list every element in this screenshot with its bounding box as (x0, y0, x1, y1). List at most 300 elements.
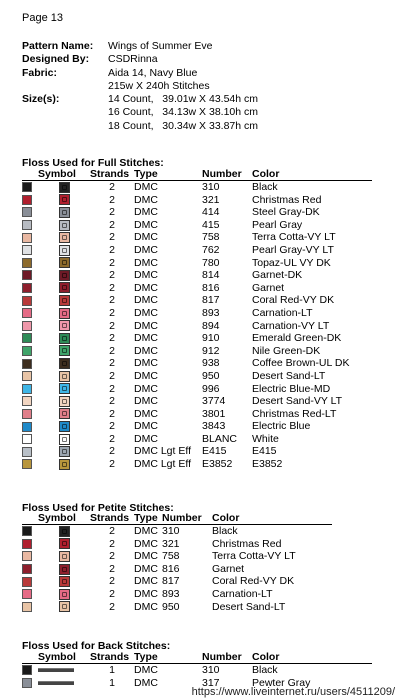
table-row (22, 575, 332, 588)
column-header: Number (202, 651, 242, 663)
petite-stitches-table (22, 513, 332, 613)
color-swatch (22, 207, 32, 217)
color-cell: Emerald Green-DK (252, 332, 342, 345)
table-row (22, 244, 372, 257)
color-swatch (22, 359, 32, 369)
strands-cell: 2 (109, 231, 115, 244)
swatch-cell (22, 601, 38, 614)
swatch-cell (22, 664, 38, 677)
swatch-cell (22, 588, 38, 601)
type-cell: DMC (134, 537, 158, 550)
pattern-info-value: 14 Count, 39.01w X 43.54h cm (108, 93, 259, 106)
color-swatch (22, 270, 32, 280)
type-cell: DMC (134, 357, 158, 370)
swatch-cell (22, 269, 38, 282)
pattern-info-label (22, 120, 108, 133)
swatch-cell (22, 307, 38, 320)
number-cell: 893 (162, 587, 180, 600)
symbol-cell (38, 601, 90, 614)
color-cell: Christmas Red (252, 193, 322, 206)
column-header: Strands (90, 512, 130, 524)
color-cell: Garnet-DK (252, 269, 303, 282)
strands-cell: 2 (109, 344, 115, 357)
number-cell: 310 (162, 525, 180, 537)
pattern-info-value: CSDRinna (108, 53, 158, 66)
color-swatch (22, 283, 32, 293)
stitch-symbol-icon (59, 383, 70, 394)
pattern-info-row (22, 40, 258, 53)
swatch-cell (22, 408, 38, 421)
strands-cell: 2 (109, 206, 115, 219)
stitch-symbol-icon (59, 396, 70, 407)
page-number: Page 13 (22, 12, 63, 24)
color-cell: Steel Gray-DK (252, 206, 320, 219)
swatch-cell (22, 231, 38, 244)
symbol-cell (38, 538, 90, 551)
type-cell: DMC (134, 193, 158, 206)
color-cell: Carnation-VY LT (252, 319, 330, 332)
pattern-info-value: Wings of Summer Eve (108, 40, 213, 52)
color-cell: Pearl Gray (252, 218, 303, 231)
strands-cell: 2 (109, 269, 115, 282)
type-cell: DMC (134, 600, 158, 613)
symbol-cell (38, 677, 90, 690)
stitch-symbol-icon (59, 295, 70, 306)
color-cell: Desert Sand-VY LT (252, 395, 343, 408)
strands-cell: 2 (109, 319, 115, 332)
number-cell: 816 (202, 281, 220, 294)
number-cell: 894 (202, 319, 220, 332)
stitch-symbol-icon (59, 270, 70, 281)
strands-cell: 2 (109, 432, 115, 445)
symbol-cell (38, 294, 90, 307)
color-swatch (22, 539, 32, 549)
strands-cell: 2 (109, 294, 115, 307)
symbol-cell (38, 445, 90, 458)
symbol-cell (38, 206, 90, 219)
swatch-cell (22, 575, 38, 588)
table-row (22, 395, 372, 408)
back-stitches-table (22, 652, 372, 689)
header-swatch-col (22, 169, 38, 181)
color-swatch (22, 434, 32, 444)
table-header-row (22, 169, 372, 181)
pattern-info-label: Designed By: (22, 53, 90, 66)
strands-cell: 2 (109, 537, 115, 550)
color-swatch (22, 308, 32, 318)
table-header-row (22, 652, 372, 664)
strands-cell: 2 (109, 193, 115, 206)
color-swatch (22, 447, 32, 457)
pattern-info-row (22, 53, 258, 66)
type-cell: DMC (134, 332, 158, 345)
table-row (22, 445, 372, 458)
strands-cell: 2 (109, 281, 115, 294)
strands-cell: 2 (109, 407, 115, 420)
swatch-cell (22, 257, 38, 270)
pattern-info-value: 215w X 240h Stitches (108, 79, 210, 92)
type-cell: DMC (134, 676, 158, 689)
table-row (22, 194, 372, 207)
number-cell: 758 (162, 550, 180, 563)
number-cell: 780 (202, 256, 220, 269)
number-cell: E3852 (202, 458, 233, 471)
number-cell: BLANC (202, 432, 238, 445)
color-cell: Desert Sand-LT (212, 600, 286, 613)
pattern-info-label: Size(s): (22, 93, 60, 106)
type-cell: DMC (134, 269, 158, 282)
symbol-cell (38, 181, 90, 194)
color-cell: Coral Red-VY DK (212, 575, 295, 588)
type-cell: DMC (134, 218, 158, 231)
column-header: Symbol (38, 651, 76, 663)
type-cell: DMC (134, 575, 158, 588)
stitch-symbol-icon (59, 459, 70, 470)
table-row (22, 458, 372, 471)
type-cell: DMC (134, 319, 158, 332)
type-cell: DMC (134, 306, 158, 319)
color-swatch (22, 258, 32, 268)
pattern-info-label: Pattern Name: (22, 40, 94, 52)
number-cell: 938 (202, 357, 220, 370)
number-cell: 415 (202, 218, 220, 231)
type-cell: DMC (134, 294, 158, 307)
stitch-symbol-icon (59, 320, 70, 331)
color-cell: E415 (252, 445, 277, 458)
column-header: Color (252, 651, 280, 663)
number-cell: 996 (202, 382, 220, 395)
swatch-cell (22, 332, 38, 345)
type-cell: DMC Lgt Eff (134, 445, 191, 458)
table-row (22, 664, 372, 677)
number-cell: 814 (202, 269, 220, 282)
symbol-cell (38, 269, 90, 282)
color-swatch (22, 409, 32, 419)
stitch-symbol-icon (59, 308, 70, 319)
symbol-cell (38, 383, 90, 396)
column-header: Type (134, 651, 158, 663)
color-cell: Christmas Red (212, 537, 282, 550)
swatch-cell (22, 357, 38, 370)
swatch-cell (22, 370, 38, 383)
color-cell: Christmas Red-LT (252, 407, 337, 420)
number-cell: 317 (202, 676, 220, 689)
type-cell: DMC (134, 432, 158, 445)
column-header: Type (134, 168, 158, 180)
pattern-info-label (22, 80, 108, 93)
pattern-info-row (22, 120, 258, 133)
symbol-cell (38, 395, 90, 408)
type-cell: DMC Lgt Eff (134, 458, 191, 471)
swatch-cell (22, 538, 38, 551)
color-swatch (22, 396, 32, 406)
column-header: Color (252, 168, 280, 180)
stitch-symbol-icon (59, 358, 70, 369)
swatch-cell (22, 282, 38, 295)
strands-cell: 1 (109, 664, 115, 676)
table-row (22, 420, 372, 433)
strands-cell: 2 (109, 445, 115, 458)
strands-cell: 2 (109, 525, 115, 537)
symbol-cell (38, 588, 90, 601)
symbol-cell (38, 320, 90, 333)
number-cell: 321 (202, 193, 220, 206)
strands-cell: 2 (109, 218, 115, 231)
symbol-cell (38, 664, 90, 677)
strands-cell: 2 (109, 369, 115, 382)
color-swatch (22, 384, 32, 394)
column-header: Strands (90, 168, 130, 180)
strands-cell: 2 (109, 243, 115, 256)
pattern-info-value: 18 Count, 30.34w X 33.87h cm (108, 119, 259, 132)
type-cell: DMC (134, 231, 158, 244)
symbol-cell (38, 575, 90, 588)
number-cell: 321 (162, 537, 180, 550)
table-row (22, 257, 372, 270)
color-swatch (22, 665, 32, 675)
table-row (22, 588, 332, 601)
symbol-cell (38, 370, 90, 383)
pattern-info-value: Aida 14, Navy Blue (108, 66, 198, 79)
symbol-cell (38, 257, 90, 270)
stitch-symbol-icon (59, 434, 70, 445)
type-cell: DMC (134, 243, 158, 256)
symbol-cell (38, 307, 90, 320)
color-cell: Carnation-LT (252, 306, 313, 319)
table-row (22, 383, 372, 396)
table-header-row (22, 513, 332, 525)
symbol-cell (38, 357, 90, 370)
color-swatch (22, 459, 32, 469)
color-swatch (22, 551, 32, 561)
color-swatch (22, 333, 32, 343)
swatch-cell (22, 525, 38, 538)
stitch-symbol-icon (59, 282, 70, 293)
pattern-info-row (22, 67, 258, 80)
table-row (22, 294, 372, 307)
color-swatch (22, 195, 32, 205)
symbol-cell (38, 550, 90, 563)
stitch-symbol-icon (59, 551, 70, 562)
column-header: Number (202, 168, 242, 180)
column-header: Type (134, 512, 158, 524)
color-swatch (22, 602, 32, 612)
swatch-cell (22, 320, 38, 333)
table-row (22, 269, 372, 282)
back-stitches-title: Floss Used for Back Stitches: (22, 640, 171, 652)
color-cell: Garnet (252, 281, 285, 294)
type-cell: DMC (134, 664, 158, 676)
color-cell: Terra Cotta-VY LT (212, 550, 296, 563)
color-swatch (22, 526, 32, 536)
stitch-symbol-icon (59, 345, 70, 356)
color-swatch (22, 296, 32, 306)
swatch-cell (22, 194, 38, 207)
type-cell: DMC (134, 181, 158, 193)
table-row (22, 181, 372, 194)
strands-cell: 2 (109, 575, 115, 588)
number-cell: 950 (162, 600, 180, 613)
table-row (22, 370, 372, 383)
number-cell: 3774 (202, 395, 226, 408)
header-swatch-col (22, 652, 38, 664)
petite-stitches-title: Floss Used for Petite Stitches: (22, 502, 174, 514)
column-header: Color (212, 512, 240, 524)
number-cell: 912 (202, 344, 220, 357)
column-header: Strands (90, 651, 130, 663)
stitch-symbol-icon (59, 220, 70, 231)
header-swatch-col (22, 513, 38, 525)
number-cell: 414 (202, 206, 220, 219)
type-cell: DMC (134, 395, 158, 408)
swatch-cell (22, 383, 38, 396)
number-cell: 3801 (202, 407, 226, 420)
strands-cell: 2 (109, 458, 115, 471)
color-cell: White (252, 432, 279, 445)
stitch-symbol-icon (59, 576, 70, 587)
color-swatch (22, 220, 32, 230)
table-row (22, 563, 332, 576)
color-cell: Black (252, 181, 278, 193)
swatch-cell (22, 244, 38, 257)
color-swatch (22, 233, 32, 243)
table-row (22, 433, 372, 446)
pattern-info-row (22, 80, 258, 93)
type-cell: DMC (134, 256, 158, 269)
table-row (22, 345, 372, 358)
table-row (22, 282, 372, 295)
stitch-symbol-icon (59, 446, 70, 457)
table-row (22, 601, 332, 614)
strands-cell: 2 (109, 420, 115, 433)
number-cell: 310 (202, 664, 220, 676)
symbol-cell (38, 219, 90, 232)
number-cell: E415 (202, 445, 227, 458)
column-header: Symbol (38, 512, 76, 524)
type-cell: DMC (134, 382, 158, 395)
number-cell: 3843 (202, 420, 226, 433)
watermark-url: https://www.liveinternet.ru/users/4511209/ (191, 686, 395, 698)
strands-cell: 2 (109, 306, 115, 319)
color-cell: Electric Blue-MD (252, 382, 331, 395)
strands-cell: 2 (109, 357, 115, 370)
type-cell: DMC (134, 587, 158, 600)
table-row (22, 357, 372, 370)
symbol-cell (38, 345, 90, 358)
color-cell: Coffee Brown-UL DK (252, 357, 350, 370)
number-cell: 310 (202, 181, 220, 193)
symbol-cell (38, 563, 90, 576)
number-cell: 950 (202, 369, 220, 382)
type-cell: DMC (134, 344, 158, 357)
strands-cell: 2 (109, 382, 115, 395)
swatch-cell (22, 206, 38, 219)
symbol-cell (38, 282, 90, 295)
type-cell: DMC (134, 407, 158, 420)
color-swatch (22, 589, 32, 599)
table-row (22, 307, 372, 320)
swatch-cell (22, 219, 38, 232)
color-cell: Coral Red-VY DK (252, 294, 335, 307)
strands-cell: 2 (109, 332, 115, 345)
swatch-cell (22, 433, 38, 446)
color-swatch (22, 577, 32, 587)
symbol-cell (38, 194, 90, 207)
pattern-info-label (22, 106, 108, 119)
color-cell: Pewter Gray (252, 676, 311, 689)
full-stitches-table (22, 169, 372, 471)
type-cell: DMC (134, 562, 158, 575)
number-cell: 758 (202, 231, 220, 244)
color-swatch (22, 422, 32, 432)
type-cell: DMC (134, 369, 158, 382)
table-row (22, 538, 332, 551)
strands-cell: 2 (109, 256, 115, 269)
symbol-cell (38, 525, 90, 538)
swatch-cell (22, 395, 38, 408)
table-row (22, 550, 332, 563)
number-cell: 910 (202, 332, 220, 345)
symbol-cell (38, 458, 90, 471)
symbol-cell (38, 408, 90, 421)
strands-cell: 2 (109, 395, 115, 408)
stitch-symbol-icon (59, 333, 70, 344)
color-swatch (22, 346, 32, 356)
color-cell: Garnet (212, 562, 245, 575)
stitch-symbol-icon (59, 207, 70, 218)
type-cell: DMC (134, 550, 158, 563)
table-row (22, 408, 372, 421)
table-row (22, 219, 372, 232)
symbol-cell (38, 420, 90, 433)
swatch-cell (22, 181, 38, 194)
symbol-cell (38, 231, 90, 244)
column-header: Number (162, 512, 202, 524)
swatch-cell (22, 563, 38, 576)
pattern-info-row (22, 106, 258, 119)
stitch-symbol-icon (59, 526, 70, 537)
symbol-cell (38, 433, 90, 446)
table-row (22, 206, 372, 219)
color-cell: Black (212, 525, 238, 537)
number-cell: 762 (202, 243, 220, 256)
swatch-cell (22, 294, 38, 307)
color-cell: Topaz-UL VY DK (252, 256, 331, 269)
color-cell: Desert Sand-LT (252, 369, 326, 382)
table-row (22, 332, 372, 345)
number-cell: 817 (162, 575, 180, 588)
swatch-cell (22, 550, 38, 563)
type-cell: DMC (134, 206, 158, 219)
color-swatch (22, 321, 32, 331)
color-cell: Electric Blue (252, 420, 311, 433)
strands-cell: 1 (109, 676, 115, 689)
color-cell: Black (252, 664, 278, 676)
stitch-symbol-icon (59, 421, 70, 432)
table-row (22, 320, 372, 333)
type-cell: DMC (134, 281, 158, 294)
table-row (22, 231, 372, 244)
full-stitches-title: Floss Used for Full Stitches: (22, 157, 164, 169)
color-cell: Nile Green-DK (252, 344, 321, 357)
number-cell: 893 (202, 306, 220, 319)
table-row (22, 525, 332, 538)
color-swatch (22, 245, 32, 255)
color-swatch (22, 182, 32, 192)
pattern-info-row (22, 93, 258, 106)
stitch-symbol-icon (59, 538, 70, 549)
strands-cell: 2 (109, 587, 115, 600)
